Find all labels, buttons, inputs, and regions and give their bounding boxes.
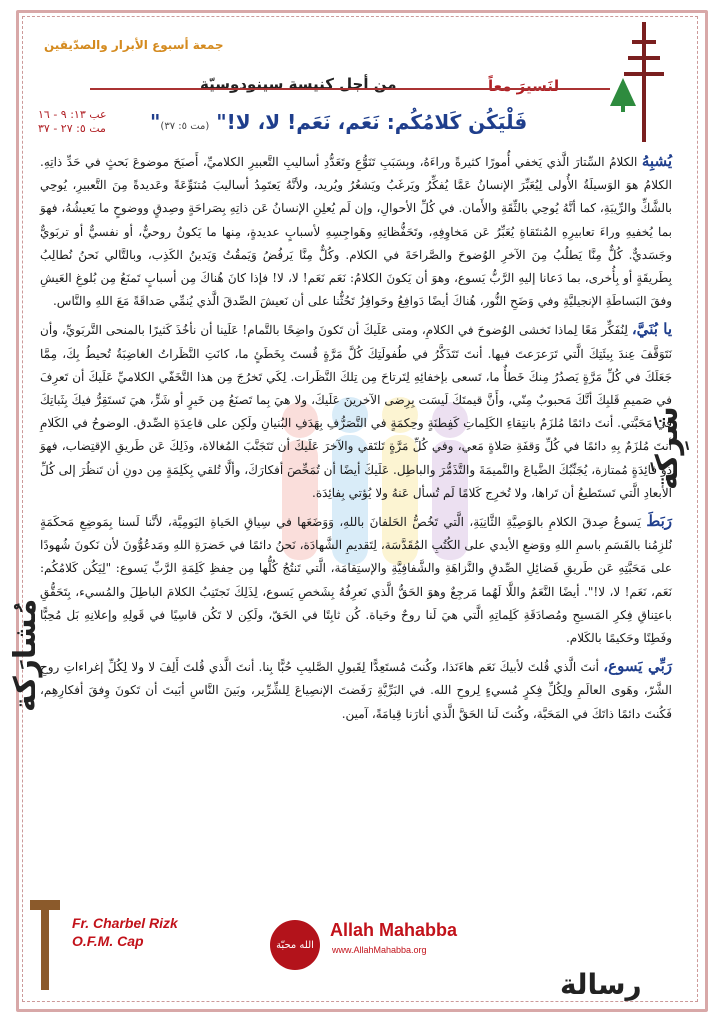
allah-mahabba-logo: الله محبّة bbox=[270, 920, 320, 970]
main-title-ref: (مت ٥: ٣٧) bbox=[160, 121, 210, 132]
allah-mahabba-name: Allah Mahabba bbox=[330, 920, 458, 940]
paragraph-text: أنتَ الَّذي قُلتَ لأبيكَ نَعَم هاءَنَذا، وكُنتَ مُستَعِدًّا لِقَبولِ الصَّليبِ حُبًّا بِنا. أنتَ الَّذي قُلتَ أَلِفَ لا ولا لِكُلِّ إغراءاتِ روحِ الشَّرّ، وهَوى العالَمِ ولِكُلِّ فِكرٍ مُسيءٍ لِروحِ الله. في البَرِّيَّةِ رَفَضتَ الإنصِياعَ لِلشِّرِّير، وبَينَ النَّاسِ أبَيتَ أن تَكونَ وِفقَ أفكارِهِم، فَكُنتَ دائمًا ذاتَكَ في المَحَبَّة، وكُنتَ لَنا الحَقَّ الَّذي أنارَنا قِيامَةً، آمين. bbox=[40, 660, 672, 721]
author-name: Fr. Charbel Rizk bbox=[72, 915, 178, 931]
tau-cross-icon bbox=[30, 900, 60, 990]
side-word-musharaka: مُشارَكة bbox=[8, 598, 43, 712]
paragraph-lead: يا بُنَيَّ، bbox=[631, 320, 672, 339]
main-title-text: "فَلْيَكُن كَلامُكُم: نَعَم، نَعَم! لا، لا!" bbox=[150, 110, 528, 134]
week-label: جمعة أسبوع الأبرار والصدّيقين bbox=[44, 38, 224, 52]
scripture-references bbox=[38, 108, 107, 136]
paragraph bbox=[40, 150, 672, 313]
header-slogan: لنَسيرَ معاً bbox=[488, 77, 560, 95]
author-order: O.F.M. Cap bbox=[72, 933, 144, 949]
main-title bbox=[150, 110, 527, 134]
side-word-risala: رسالة bbox=[560, 968, 642, 1001]
paragraph bbox=[40, 655, 672, 726]
side-word-sharika: شَرِكَة bbox=[650, 406, 685, 490]
paragraph-text: لِنُفَكِّر مَعًا لِماذا تَخشى الوُضوحَ في الكلامِ، ومتى عَلَيكَ أن تَكونَ واضِحًا بالتَّمام! عَلَينا أن نأخُذَ كَثيرًا بالمنحى التَّربَويِّ، وأن نَتَوَقَّفَ عِندَ بِيئَتِكَ الَّتي تَرَعرَعتَ فيها. أنتَ تَتَذَكَّرُ في طُفولَتِكَ كُلَّ مَرَّةٍ قُستَ بِخَطَئٍ ما، كانَتِ النَّظَراتُ الغاضِبَةُ تُحيطُ بِكَ، مِمَّا جَعَلَكَ في كُلِّ مَرَّةٍ يَصدُرُ مِنكَ خَطأٌ ما، تَسعى بإخفائِهِ لِتَرتاحَ مِن تِلكَ النَّظَرات. لِكَي تَخرُجَ مِن هذا التَّخَفّي الكلاميِّ عَلَيكَ أن تَعرِفَ في صَميمِ قَلبِكَ أنَّكَ مَحبوبٌ مِنّي، وأَنَّ قيمتَكَ لَيسَت بِرِضى الآخرينَ عَلَيكَ، ولا هيَ بِما تَصنَعُ مِن خَيرٍ أو شَرٍّ، هيَ تَستَقِرُّ فيكَ بِثَباتِكَ في مَحَبَّتي. أنتَ دائمًا مُلزَمٌ بانتِقاءِ الكَلِماتِ كَفِطنَةٍ وحِكمَةٍ في التَّصَرُّفِ بِهَدَفِ البُنيانِ ولَكِن على قاعِدَةِ الصِّدق. الوضوحُ في الكَلامِ أنتَ مُلزَمٌ بِهِ دائمًا في كُلِّ وَقفَةِ صَلاةٍ مَعي، وفي كُلِّ مَرَّةٍ تَلتَقي والآخرَ عَلَيكَ أن تَتَجَنَّبَ المُغالاة، وذَلِكَ عَن طَريقِ الإقتِضاب، فهوَ ذو فائِدَةٍ مُمتازة، يُجَنِّبُكَ الضَّياعَ والنَّميمَةَ والتَّذَمُّرَ والباطِل. عَلَيكَ أيضًا أن تُمَحِّصَ أفكارَكَ، وألَّا تُلقي بِكَلِمَةٍ مِن دونِ أن تَنظُرَ إلى كُلِّ الأبعادِ الَّتي تَستَطيعُ أن تَراها، ولا تُخرِج كَلامًا لَم تُسأل عَنهُ ولا يُؤتي بِفائِدَة. bbox=[40, 323, 672, 500]
reference-hebrews: عب ١٣: ٩ - ١٦ bbox=[38, 108, 107, 121]
header-title: من أجل كنيسة سينودوسيّة bbox=[200, 75, 397, 93]
article-body bbox=[40, 150, 672, 731]
author-signature bbox=[72, 914, 178, 950]
paragraph-lead: رَبِّي يَسوع، bbox=[603, 657, 672, 676]
paragraph bbox=[40, 510, 672, 650]
header-divider bbox=[90, 88, 610, 90]
paragraph bbox=[40, 318, 672, 505]
cedar-icon bbox=[610, 78, 636, 112]
allah-mahabba-url[interactable]: www.AllahMahabba.org bbox=[332, 945, 427, 955]
paragraph-text: يَسوعُ صِدقَ الكلامِ بالوَصِيَّةِ الثَّانِيَةِ، الَّتي تَخُصُّ الحَلفانَ باللهِ، وَوَضَعَها في سِياقِ الحَياةِ اليَومِيَّة، لأنَّنا لَسنا بِمَوضِعِ مَحكَمَةٍ نُلزِمُنا بالقَسَمِ باسمِ اللهِ ووَضعِ الأيدي على الكُتُبِ المُقَدَّسَة، لِتَقديمِ الشَّهادَة، نَحنُ دائمًا في حَضرَةِ اللهِ ومَدعُوُّونَ لأن نَكونَ شُهودًا على مَحَبَّتِهِ عَن طَريقِ فَضائِلِ الصِّدقِ والنَّزاهَةِ والشَّفافِيَّةِ والإستِقامَة، الَّتي تَنتُجُ كُلُّها مِن حِفظِ كَلِمَةِ الرَّبِّ يَسوع: "لِيَكُن كَلامُكُم: نَعَم، نَعَم! لا، لا!". أيضًا النَّعَمُ واللَّا لَهُما مَرجِعٌ وهوَ الحَقُّ الَّذي نَعرِفُهُ بِشَخصِ يَسوع، لِذَلِكَ نَجتَنِبُ الكلامَ الباطِلَ والمُسيء، بِتَحَقُّقِ باعتِناقِ فِكرِ المَسيحِ ومُصادَقَةِ كَلِماتِهِ الَّتي هيَ لَنا روحٌ وحَياة. كُن ثابِتًا في الحَقّ، ولَكِن لا تَكُن قاسِيًا في قَولِهِ وإعلانِهِ بَل مُحِبًّا وفَطِنًا وحَكيمًا بالكَلام. bbox=[40, 515, 672, 646]
paragraph-text: الكلامُ السِّتارَ الَّذي يَخفي أُمورًا كثيرةً وراءَهُ، وبِسَبَبِ تَنَوُّعِ وتَعَدُّدِ أساليبِ التَّعبيرِ الكلاميِّ، أَصبَحَ موضوعَ بَحثٍ في حَدِّ ذاتِهِ. الكلامُ هوَ الوَسيلَةُ الأُولى لِيُعَبِّرَ الإنسانُ عَمَّا يُفكِّرُ ويَرغَبُ ويَشعُرُ ويُريد، ولأنَّهُ يَعتَمِدُ أساليبَ مُتنَوِّعَةً وعَديدةً مِنَ التَّعبيرِ، يُوحِي بالشَّكِّ والرِّيبَةِ، كما أنَّهُ يُوحِي بالثِّقَةِ والأَمان. في كُلِّ الأحوالِ، وإن لَم يُعلِنِ الإنسانُ عَن ذاتِهِ بِصَراحَةٍ وصِدقٍ ووضوحٍ ما يَعيشُهُ، فهوَ بما يُخفيهِ وراءَ تعابيرِهِ المُنتَقاةِ يُعَبِّرُ عَن مَخاوِفِهِ، وتَحَفُّظاتِهِ وهَواجِسِهِ لأسبابٍ عديدةٍ، مِنها ما يَكونُ روحيٌّ، أو نفسيٌّ أو تربَويٌّ وجَسَديٌّ. كُلٌّ مِنَّا يَطلُبُ مِنَ الآخرِ الوُضوحَ والصَّراحَةَ في الكلام. وكُلٌّ مِنَّا يَرفُضُ وَيَمقُتُ وَيَدينُ الكَذِب، وبالتَّالي نَحنُ نُطالِبُ بِطَريقَةٍ أو بِأُخرى، بما دَعانا إليهِ الرَّبُّ يَسوع، وهوَ أن يَكونَ الكلامُ: نَعَم نَعَم! لا، لا! فإذا كانَ هُناكَ مِن أسبابٍ تَمنَعُ مِن بُلوغِ العَيشِ وفقَ البَساطَةِ الإنجيليَّةِ وفي وَضَحِ النُّور، هُناكَ أيضًا دَوافِعُ وحَوافِزُ تَحُثُّنا على أن نَعيشَ الصِّدقَ الَّذي يُنمِّي صَداقَةً مَعَ اللهِ والنَّاس. bbox=[40, 155, 672, 309]
paragraph-lead: رَبَطَ bbox=[646, 512, 672, 531]
paragraph-lead: يُشبِهُ bbox=[641, 152, 672, 170]
reference-matthew: مت ٥: ٢٧ - ٣٧ bbox=[38, 122, 106, 135]
